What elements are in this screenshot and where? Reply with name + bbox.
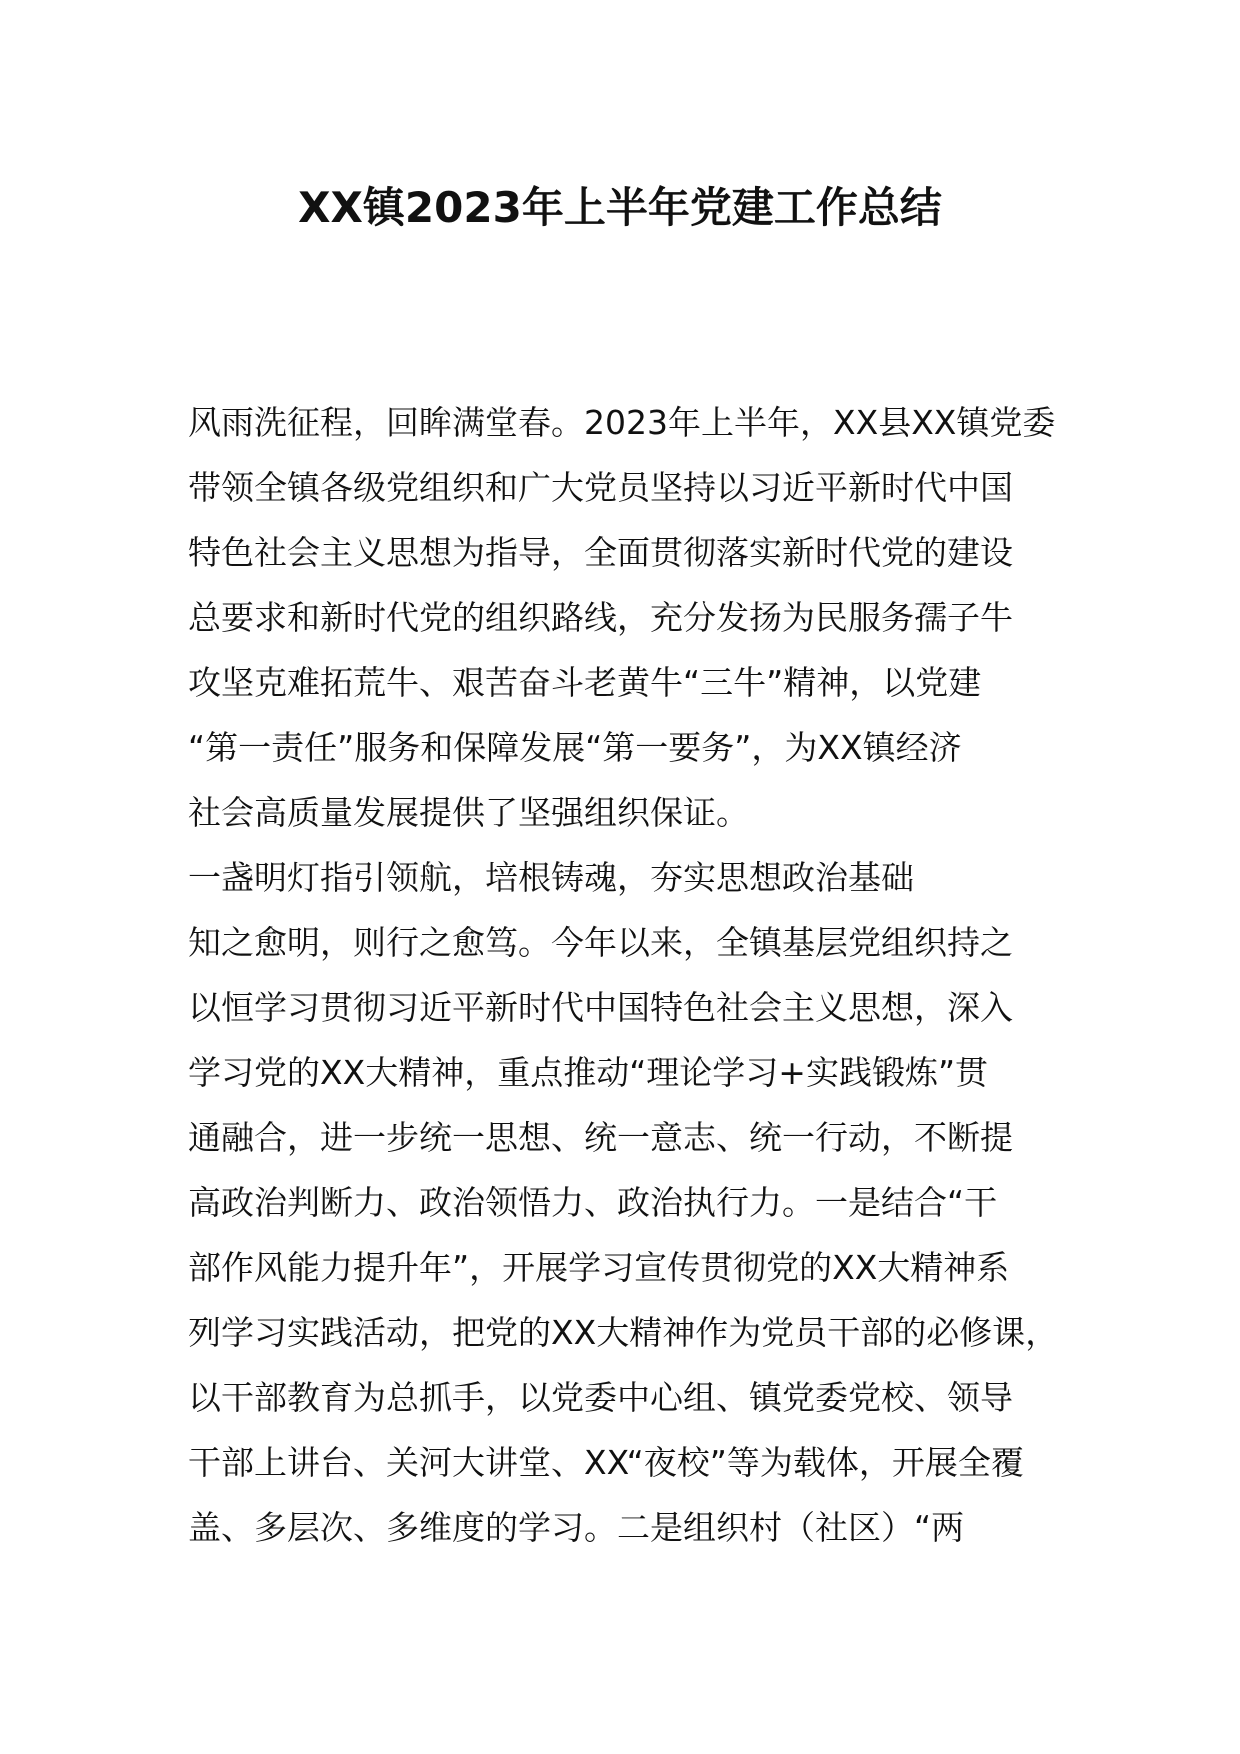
body-line: 特色社会主义思想为指导，全面贯彻落实新时代党的建设	[188, 533, 1013, 572]
body-line: 社会高质量发展提供了坚强组织保证。	[188, 793, 749, 832]
body-line: 风雨洗征程，回眸满堂春。2023年上半年，XX县XX镇党委	[188, 403, 1056, 442]
body-line: 以干部教育为总抓手，以党委中心组、镇党委党校、领导	[188, 1378, 1013, 1417]
body-line: “第一责任”服务和保障发展“第一要务”，为XX镇经济	[188, 728, 962, 767]
body-line: 干部上讲台、关河大讲堂、XX“夜校”等为载体，开展全覆	[188, 1443, 1024, 1482]
document-title: XX镇2023年上半年党建工作总结	[298, 183, 942, 232]
body-line: 攻坚克难拓荒牛、艰苦奋斗老黄牛“三牛”精神，以党建	[188, 663, 982, 702]
body-line: 以恒学习贯彻习近平新时代中国特色社会主义思想，深入	[188, 988, 1013, 1027]
body-line: 通融合，进一步统一思想、统一意志、统一行动，不断提	[188, 1118, 1013, 1157]
body-line: 列学习实践活动，把党的XX大精神作为党员干部的必修课，	[188, 1313, 1059, 1352]
body-line: 部作风能力提升年”，开展学习宣传贯彻党的XX大精神系	[188, 1248, 1010, 1287]
body-line: 盖、多层次、多维度的学习。二是组织村（社区）“两	[188, 1508, 965, 1547]
body-line: 知之愈明，则行之愈笃。今年以来，全镇基层党组织持之	[188, 923, 1013, 962]
body-line: 高政治判断力、政治领悟力、政治执行力。一是结合“干	[188, 1183, 998, 1222]
document-body	[188, 390, 1088, 1560]
body-line: 带领全镇各级党组织和广大党员坚持以习近平新时代中国	[188, 468, 1013, 507]
body-line: 学习党的XX大精神，重点推动“理论学习+实践锻炼”贯	[188, 1053, 989, 1092]
section-heading: 一盏明灯指引领航，培根铸魂，夯实思想政治基础	[188, 858, 914, 897]
body-line: 总要求和新时代党的组织路线，充分发扬为民服务孺子牛	[188, 598, 1013, 637]
